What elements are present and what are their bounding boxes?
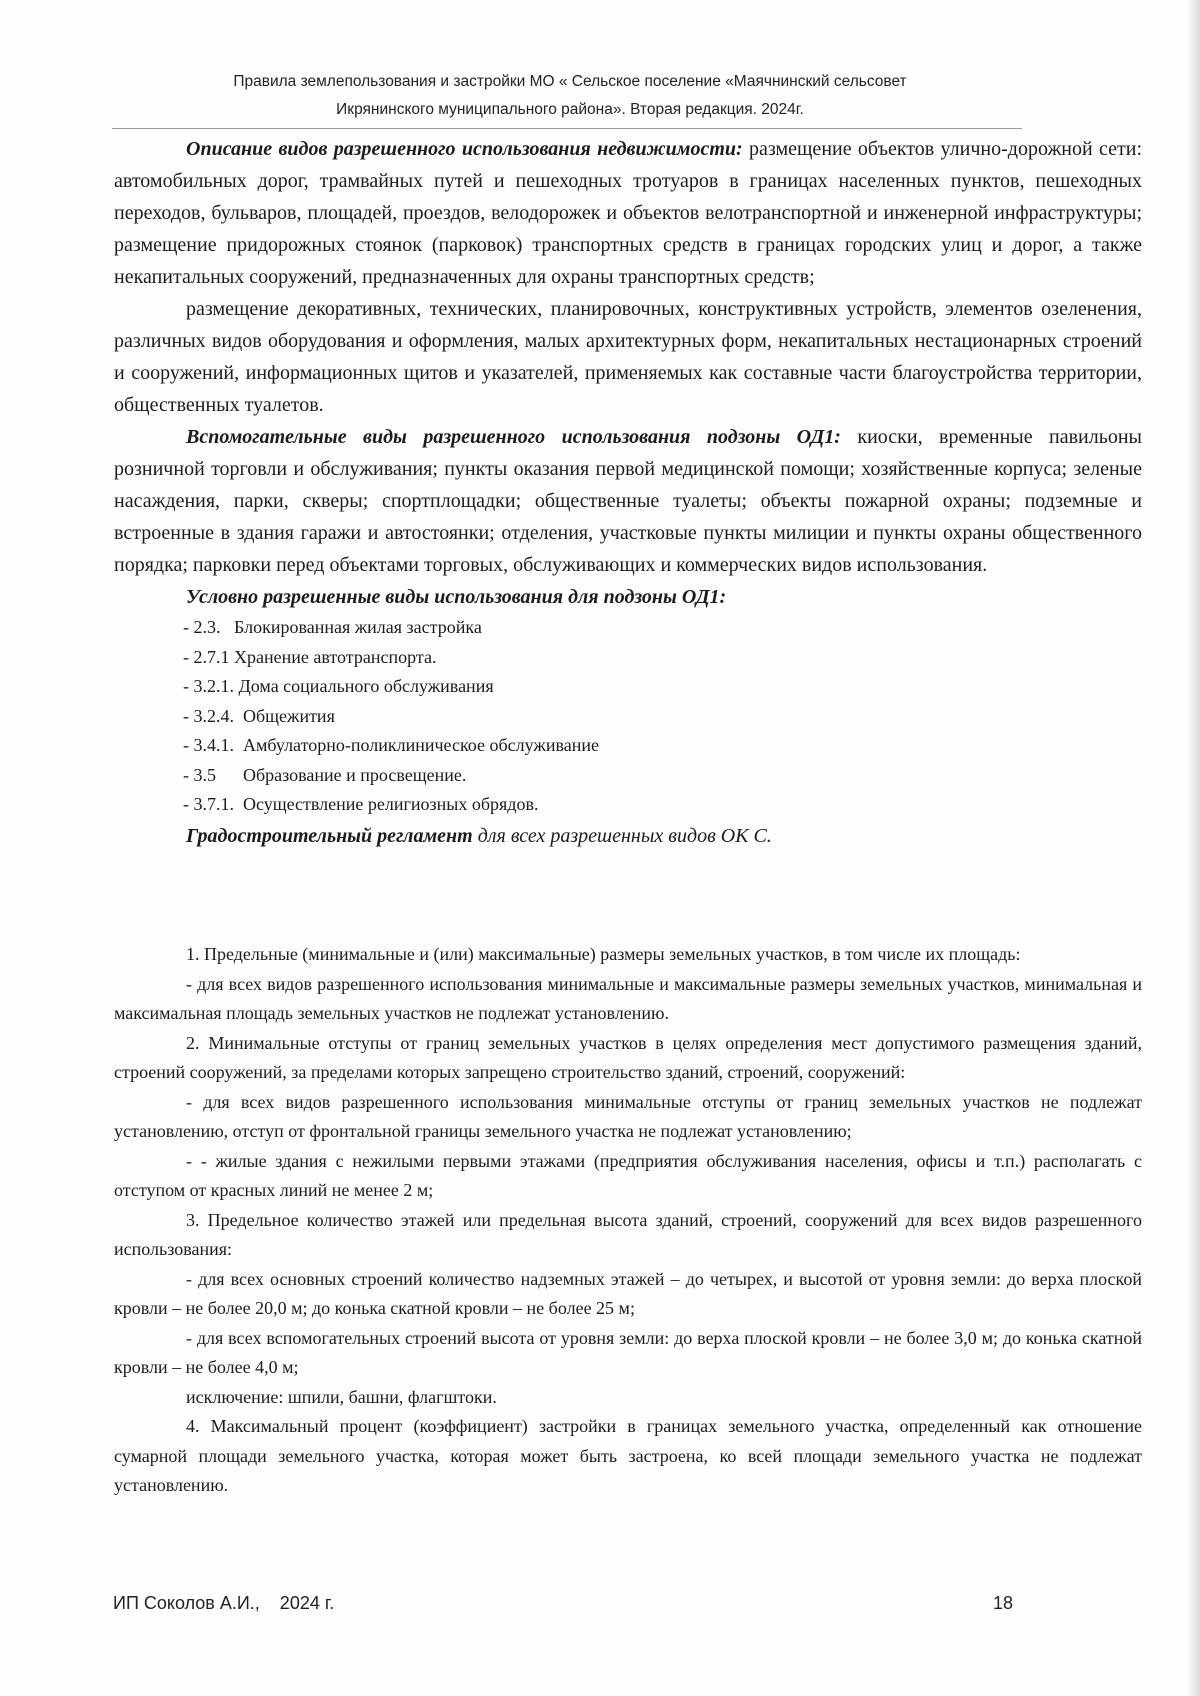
document-body [114, 133, 1142, 852]
footer-author: ИП Соколов А.И., 2024 г. [113, 1593, 335, 1613]
auxiliary-paragraph [114, 421, 1142, 581]
page-number: 18 [993, 1593, 1014, 1613]
regulation-paragraph: - - жилые здания с нежилыми первыми этажами (предприятия обслуживания населения, офисы и т.п.) располагать с отступом от красных линий не менее 2 м; [114, 1150, 1142, 1200]
conditional-heading: Условно разрешенные виды использования для подзоны ОД1: [186, 586, 727, 608]
description-paragraph [114, 133, 1142, 293]
conditional-list [114, 613, 1142, 820]
regulation-paragraph: - для всех видов разрешенного использования минимальные и максимальные размеры земельных участков, минимальная и максимальная площадь земельных участков не подлежат установлению. [114, 973, 1142, 1023]
description-text: размещение объектов улично-дорожной сети: автомобильных дорог, трамвайных путей и пешеходных тротуаров в границах населенных пунктов, пешеходных переходов, бульваров, площадей, проездов, велодорожек и объектов велотранспортной и инженерной инфраструктуры; размещение придорожных стоянок (парковок) транспортных средств в границах городских улиц и дорог, а также некапитальных сооружений, предназначенных для охраны транспортных средств; [114, 138, 1142, 288]
list-item: - 3.2.4. Общежития [183, 705, 335, 726]
regulation-paragraph: 4. Максимальный процент (коэффициент) застройки в границах земельного участка, определенный как отношение сумарной площади земельного участка, которая может быть застроена, ко всей площади земельного участка не подлежат установлению. [114, 1416, 1142, 1495]
regulation-heading: Градостроительный регламент для всех разрешенных видов ОК С. [186, 824, 772, 847]
regulation-paragraph: - для всех вспомогательных строений высота от уровня земли: до верха плоской кровли – не более 3,0 м; до конька скатной кровли – не более 4,0 м; [114, 1327, 1142, 1377]
list-item: - 3.7.1. Осуществление религиозных обрядов. [183, 794, 539, 814]
regulation-paragraph: 3. Предельное количество этажей или предельная высота зданий, строений, сооружений для всех видов разрешенного использования: [114, 1209, 1142, 1259]
regulation-paragraph: 2. Минимальные отступы от границ земельных участков в целях определения мест допустимого размещения зданий, строений сооружений, за пределами которых запрещено строительство зданий, строений, сооружений: [114, 1032, 1142, 1082]
header-line-1: Правила землепользования и застройки МО « Сельское поселение «Маячнинский сельсовет [233, 73, 907, 90]
header-line-2: Икрянинского муниципального района». Вторая редакция. 2024г. [336, 101, 804, 118]
header-divider [112, 128, 1022, 129]
list-item: - 3.5 Образование и просвещение. [183, 764, 467, 785]
list-item: - 2.7.1 Хранение автотранспорта. [183, 646, 437, 667]
regulation-paragraph: - для всех основных строений количество надземных этажей – до четырех, и высотой от уровня земли: до верха плоской кровли – не более 20,0 м; до конька скатной кровли – не более 25 м; [114, 1268, 1142, 1318]
regulation-paragraph: 1. Предельные (минимальные и (или) максимальные) размеры земельных участков, в том числе их площадь: [186, 944, 1021, 964]
description-label: Описание видов разрешенного использования недвижимости: [186, 138, 743, 160]
list-item: - 2.3. Блокированная жилая застройка [183, 617, 482, 637]
regulation-paragraph: исключение: шпили, башни, флагштоки. [186, 1386, 497, 1407]
auxiliary-label: Вспомогательные виды разрешенного использования подзоны ОД1: [186, 426, 841, 448]
regulation-section [114, 940, 1142, 1501]
list-item: - 3.2.1. Дома социального обслуживания [183, 676, 494, 696]
description-paragraph-2: размещение декоративных, технических, планировочных, конструктивных устройств, элементов озеленения, различных видов оборудования и оформления, малых архитектурных форм, некапитальных нестационарных строений и сооружений, информационных щитов и указателей, применяемых как составные части благоустройства территории, общественных туалетов. [114, 298, 1142, 416]
running-header [110, 68, 1030, 124]
regulation-paragraph: - для всех видов разрешенного использования минимальные отступы от границ земельных участков не подлежат установлению, отступ от фронтальной границы земельного участка не подлежат установлению; [114, 1091, 1142, 1141]
list-item: - 3.4.1. Амбулаторно-поликлиническое обслуживание [183, 735, 599, 755]
auxiliary-text: киоски, временные павильоны розничной торговли и обслуживания; пункты оказания первой медицинской помощи; хозяйственные корпуса; зеленые насаждения, парки, скверы; спортплощадки; общественные туалеты; объекты пожарной охраны; подземные и встроенные в здания гаражи и автостоянки; отделения, участковые пункты милиции и пункты охраны общественного порядка; парковки перед объектами торговых, обслуживающих и коммерческих видов использования. [114, 426, 1142, 576]
page-edge-shadow [1186, 0, 1200, 1696]
